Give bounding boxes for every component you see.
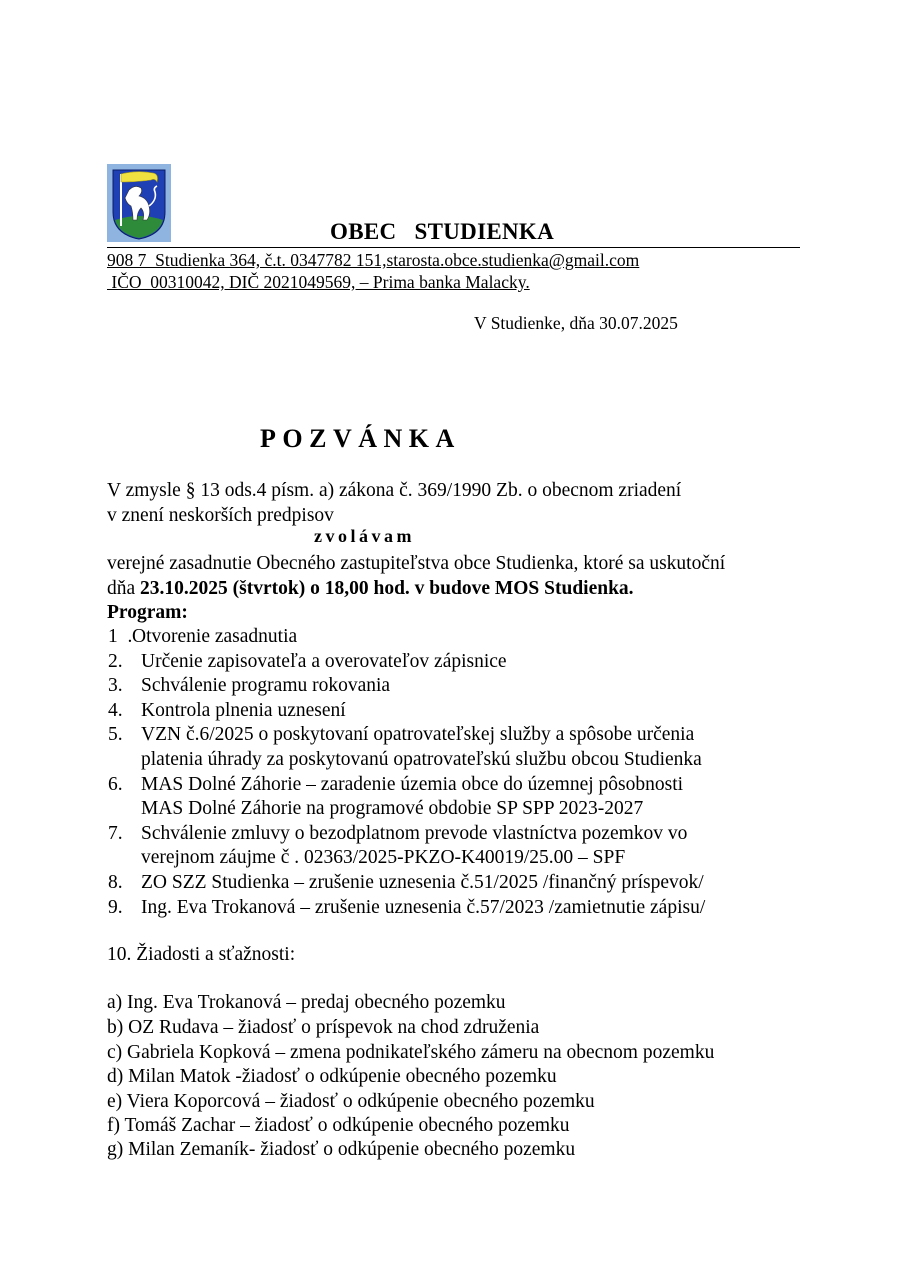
address-line: 908 7 Studienka 364, č.t. 0347782 151,starosta.obce.studienka@gmail.com bbox=[107, 250, 640, 270]
intro-line: V zmysle § 13 ods.4 písm. a) zákona č. 369/1990 Zb. o obecnom zriadení bbox=[107, 480, 682, 501]
program-item-number: 8. bbox=[108, 872, 123, 893]
date-line: V Studienke, dňa 30.07.2025 bbox=[474, 313, 678, 333]
program-item-number: 1 . bbox=[108, 626, 133, 647]
request-item: f) Tomáš Zachar – žiadosť o odkúpenie obecného pozemku bbox=[107, 1115, 570, 1136]
program-label: Program: bbox=[107, 602, 188, 623]
request-item: b) OZ Rudava – žiadosť o príspevok na chod združenia bbox=[107, 1017, 540, 1038]
coat-of-arms-icon bbox=[107, 164, 171, 242]
program-item-text: platenia úhrady za poskytovanú opatrovateľskú službu obcou Studienka bbox=[141, 749, 702, 770]
program-item-text: Schválenie zmluvy o bezodplatnom prevode vlastníctva pozemkov vo bbox=[141, 822, 688, 844]
program-item-text: MAS Dolné Záhorie na programové obdobie SP SPP 2023-2027 bbox=[141, 798, 644, 820]
program-item-text: Schválenie programu rokovania bbox=[141, 675, 391, 697]
program-item-number: 7. bbox=[108, 822, 123, 844]
meeting-prefix: dňa bbox=[107, 578, 141, 599]
summon-word: zvolávam bbox=[314, 526, 415, 546]
request-item: g) Milan Zemaník- žiadosť o odkúpenie obecného pozemku bbox=[107, 1139, 576, 1160]
intro-line: v znení neskorších predpisov bbox=[107, 505, 334, 526]
program-item-number: 3. bbox=[108, 675, 123, 697]
program-item-text: Kontrola plnenia uznesení bbox=[141, 699, 346, 721]
request-item: c) Gabriela Kopková – zmena podnikateľského zámeru na obecnom pozemku bbox=[107, 1042, 715, 1063]
program-item-text: VZN č.6/2025 o poskytovaní opatrovateľskej služby a spôsobe určenia bbox=[141, 724, 695, 746]
program-item-text: Otvorenie zasadnutia bbox=[132, 626, 298, 647]
meeting-datetime-place: 23.10.2025 (štvrtok) o 18,00 hod. v budove MOS Studienka. bbox=[140, 578, 634, 599]
requests-heading: 10. Žiadosti a sťažnosti: bbox=[107, 944, 296, 965]
program-item-text: Určenie zapisovateľa a overovateľov zápisnice bbox=[141, 650, 507, 672]
meeting-date-line bbox=[107, 576, 634, 601]
program-item-number: 2. bbox=[108, 650, 123, 672]
program-item-text: ZO SZZ Studienka – zrušenie uznesenia č.51/2025 /finančný príspevok/ bbox=[141, 872, 704, 893]
program-item-text: MAS Dolné Záhorie – zaradenie územia obce do územnej pôsobnosti bbox=[141, 773, 684, 795]
program-item-number: 6. bbox=[108, 773, 123, 795]
registration-line: IČO 00310042, DIČ 2021049569, – Prima banka Malacky. bbox=[107, 272, 530, 292]
header-divider bbox=[107, 247, 800, 248]
request-item: e) Viera Koporcová – žiadosť o odkúpenie obecného pozemku bbox=[107, 1091, 595, 1112]
program-item-text: verejnom záujme č . 02363/2025-PKZO-K40019/25.00 – SPF bbox=[141, 847, 626, 869]
meeting-line: verejné zasadnutie Obecného zastupiteľstva obce Studienka, ktoré sa uskutoční bbox=[107, 553, 726, 574]
request-item: d) Milan Matok -žiadosť o odkúpenie obecného pozemku bbox=[107, 1066, 557, 1087]
document-title: POZVÁNKA bbox=[260, 424, 461, 453]
program-item-text: Ing. Eva Trokanová – zrušenie uznesenia č.57/2023 /zamietnutie zápisu/ bbox=[141, 896, 706, 918]
request-item: a) Ing. Eva Trokanová – predaj obecného pozemku bbox=[107, 992, 506, 1013]
program-item-number: 9. bbox=[108, 896, 123, 918]
org-name: OBEC STUDIENKA bbox=[330, 219, 554, 244]
program-item-number: 4. bbox=[108, 699, 123, 721]
program-item-number: 5. bbox=[108, 724, 123, 746]
